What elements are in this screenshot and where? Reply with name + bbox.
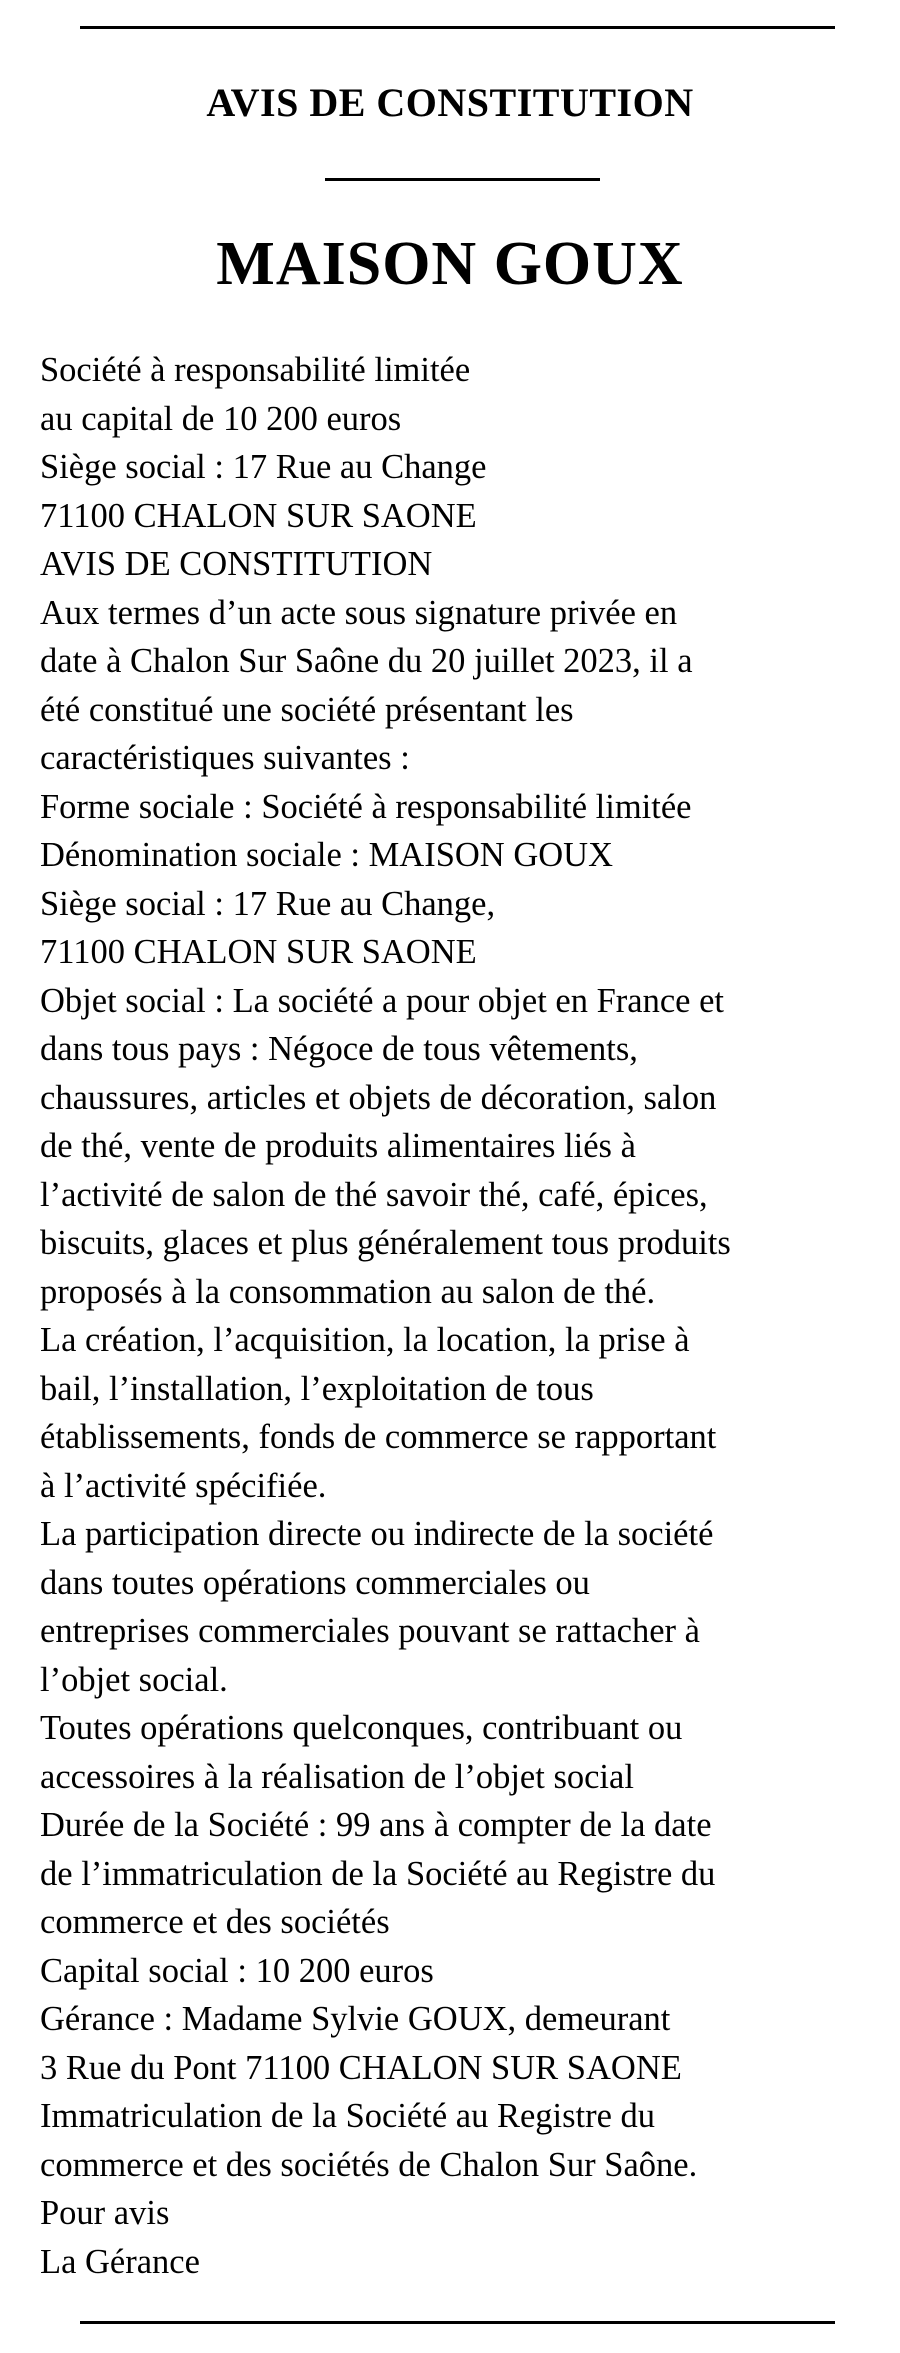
- notice-line: biscuits, glaces et plus généralement tous produits: [40, 1224, 731, 1262]
- notice-line: proposés à la consommation au salon de thé.: [40, 1272, 656, 1311]
- heading-divider: [325, 178, 600, 181]
- notice-line: entreprises commerciales pouvant se rattacher à: [40, 1612, 700, 1650]
- notice-line: Siège social : 17 Rue au Change,: [40, 884, 496, 923]
- notice-line: Siège social : 17 Rue au Change: [40, 448, 487, 486]
- notice-line: accessoires à la réalisation de l’objet social: [40, 1757, 634, 1796]
- notice-line: Objet social : La société a pour objet en France et: [40, 981, 724, 1020]
- notice-line: Capital social : 10 200 euros: [40, 1951, 434, 1990]
- notice-line: La participation directe ou indirecte de la société: [40, 1515, 714, 1553]
- notice-line: 71100 CHALON SUR SAONE: [40, 496, 477, 535]
- notice-line: Gérance : Madame Sylvie GOUX, demeurant: [40, 2000, 671, 2038]
- notice-line: l’objet social.: [40, 1660, 228, 1699]
- notice-line: Pour avis: [40, 2194, 170, 2232]
- notice-line: bail, l’installation, l’exploitation de tous: [40, 1369, 594, 1408]
- top-divider: [80, 26, 835, 29]
- notice-line: date à Chalon Sur Saône du 20 juillet 2023, il a: [40, 642, 693, 680]
- notice-line: de thé, vente de produits alimentaires liés à: [40, 1127, 636, 1165]
- notice-line: l’activité de salon de thé savoir thé, café, épices,: [40, 1175, 708, 1214]
- notice-line: Aux termes d’un acte sous signature privée en: [40, 593, 678, 632]
- notice-line: commerce et des sociétés: [40, 1903, 390, 1941]
- notice-line: 71100 CHALON SUR SAONE: [40, 933, 477, 971]
- notice-line: établissements, fonds de commerce se rapportant: [40, 1418, 717, 1456]
- notice-line: été constitué une société présentant les: [40, 690, 574, 729]
- notice-line: Société à responsabilité limitée: [40, 351, 471, 389]
- notice-line: Dénomination sociale : MAISON GOUX: [40, 836, 614, 874]
- notice-line: à l’activité spécifiée.: [40, 1466, 327, 1505]
- company-name: MAISON GOUX: [216, 230, 684, 298]
- notice-heading: AVIS DE CONSTITUTION: [206, 80, 694, 125]
- notice-body: [40, 346, 880, 2286]
- notice-line: Forme sociale : Société à responsabilité limitée: [40, 787, 692, 826]
- notice-line: chaussures, articles et objets de décoration, salon: [40, 1078, 717, 1117]
- notice-line: commerce et des sociétés de Chalon Sur Saône.: [40, 2145, 698, 2184]
- notice-line: dans toutes opérations commerciales ou: [40, 1563, 590, 1602]
- notice-line: au capital de 10 200 euros: [40, 399, 402, 438]
- notice-line: AVIS DE CONSTITUTION: [40, 545, 433, 583]
- notice-line: de l’immatriculation de la Société au Registre du: [40, 1854, 716, 1893]
- notice-line: Durée de la Société : 99 ans à compter de la date: [40, 1806, 712, 1844]
- notice-line: 3 Rue du Pont 71100 CHALON SUR SAONE: [40, 2048, 682, 2087]
- notice-line: Immatriculation de la Société au Registre du: [40, 2097, 656, 2135]
- notice-line: La création, l’acquisition, la location, la prise à: [40, 1321, 690, 1359]
- bottom-divider: [80, 2321, 835, 2324]
- notice-line: Toutes opérations quelconques, contribuant ou: [40, 1709, 683, 1747]
- notice-line: dans tous pays : Négoce de tous vêtements,: [40, 1030, 638, 1068]
- notice-line: caractéristiques suivantes :: [40, 739, 410, 777]
- notice-line: La Gérance: [40, 2242, 200, 2281]
